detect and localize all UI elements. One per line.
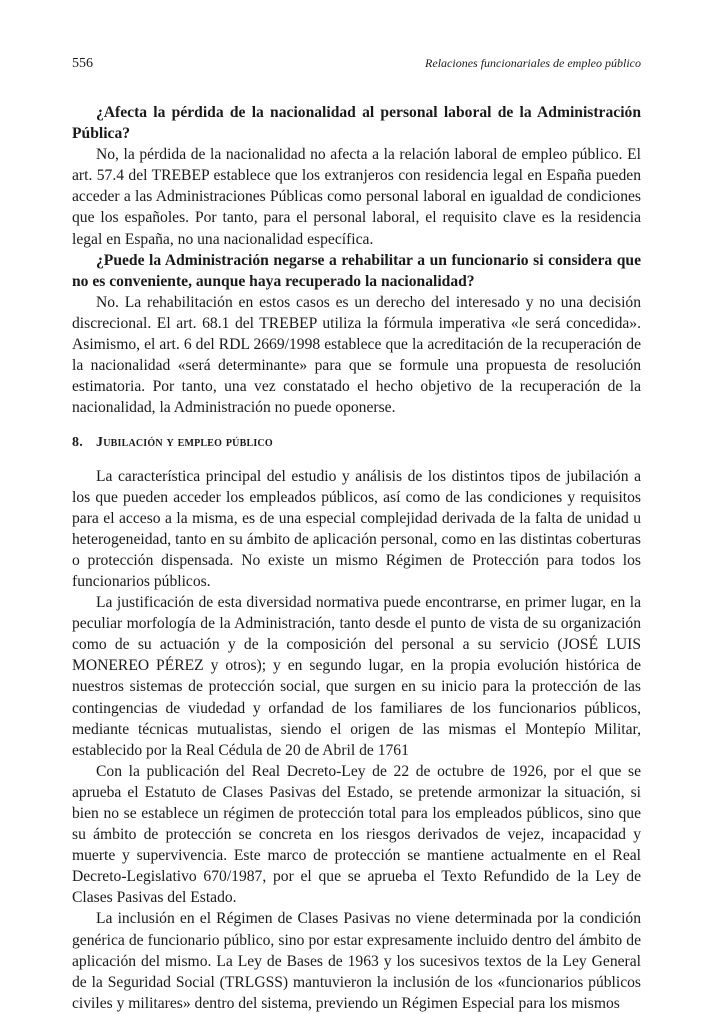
section-heading — [72, 432, 641, 453]
body-paragraph: La característica principal del estudio y análisis de los distintos tipos de jubilación a los que pueden acceder los empleados públicos, así como de las condiciones y requisitos para el acceso a la misma, es de una especial complejidad derivada de la falta de unidad u heterogeneidad, tanto en su ámbito de aplicación personal, como en las distintas coberturas o protección dispensada. No existe un mismo Régimen de Protección para todos los funcionarios públicos. — [72, 467, 641, 590]
answer-paragraph: No. La rehabilitación en estos casos es un derecho del interesado y no una decisión discrecional. El art. 68.1 del TREBEP utiliza la fórmula imperativa «le será concedida». Asimismo, el art. 6 del RDL 2669/1998 establece que la acreditación de la recuperación de la nacionalidad «será determinante» para que se formule una propuesta de resolución estimatoria. Por tanto, una vez constatado el hecho objetivo de la recuperación de la nacionalidad, la Administración no puede oponerse. — [72, 293, 641, 417]
body-text — [72, 102, 641, 1014]
running-title: Relaciones funcionariales de empleo público — [425, 56, 641, 70]
body-paragraph: La inclusión en el Régimen de Clases Pasivas no viene determinada por la condición genérica de funcionario público, sino por estar expresamente incluido dentro del ámbito de aplicación del mismo. La Ley de Bases de 1963 y los sucesivos textos de la Ley General de la Seguridad Social (TRLGSS) mantuvieron la inclusión de los «funcionarios públicos civiles y militares» dentro del sistema, previendo un Régimen Especial para los mismos — [72, 910, 641, 1012]
question-heading: ¿Afecta la pérdida de la nacionalidad al personal laboral de la Administración Pública? — [72, 104, 641, 143]
page-number: 556 — [72, 56, 93, 71]
section-title: Jubilación y empleo público — [96, 435, 273, 451]
section-number: 8. — [72, 435, 83, 451]
answer-paragraph: No, la pérdida de la nacionalidad no afecta a la relación laboral de empleo público. El art. 57.4 del TREBEP establece que los extranjeros con residencia legal en España pueden acceder a las Administraciones Públicas como personal laboral en igualdad de condiciones que los españoles. Por tanto, para el personal laboral, el requisito clave es la residencia legal en España, no una nacionalidad específica. — [72, 146, 641, 248]
body-paragraph: Con la publicación del Real Decreto-Ley de 22 de octubre de 1926, por el que se aprueba el Estatuto de Clases Pasivas del Estado, se pretende armonizar la situación, si bien no se establece un régimen de protección total para los empleados públicos, sino que su ámbito de protección se concreta en los riesgos derivados de vejez, incapacidad y muerte y supervivencia. Este marco de protección se mantiene actualmente en el Real Decreto-Legislativo 670/1987, por el que se aprueba el Texto Refundido de la Ley de Clases Pasivas del Estado. — [72, 762, 641, 907]
question-heading: ¿Puede la Administración negarse a rehabilitar a un funcionario si considera que no es conveniente, aunque haya recuperado la nacionalidad? — [72, 251, 641, 290]
page-header — [72, 56, 641, 76]
body-paragraph: La justificación de esta diversidad normativa puede encontrarse, en primer lugar, en la peculiar morfología de la Administración, tanto desde el punto de vista de su organización como de su actuación y de la composición del personal a su servicio (JOSÉ LUIS MONEREO PÉREZ y otros); y en segundo lugar, en la propia evolución histórica de nuestros sistemas de protección social, que surgen en su inicio para la protección de las contingencias de viudedad y orfandad de los familiares de los funcionarios públicos, mediante técnicas mutualistas, siendo el origen de las mismas el Montepío Militar, establecido por la Real Cédula de 20 de Abril de 1761 — [72, 594, 641, 759]
